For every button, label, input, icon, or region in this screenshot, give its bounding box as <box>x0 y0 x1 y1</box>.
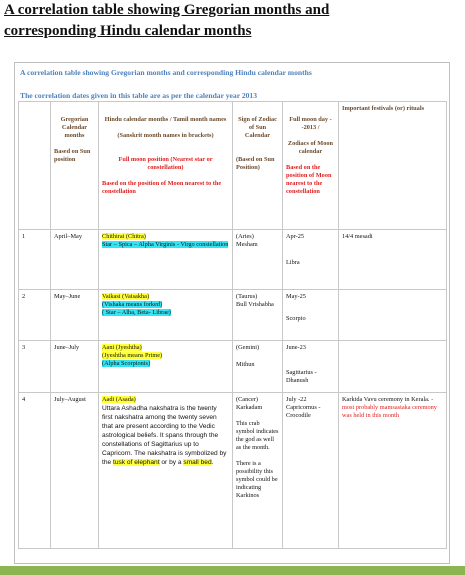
header-zodiac-title: Sign of Zodiac of Sun Calendar <box>238 116 277 139</box>
zodiac-note: This crab symbol indicates the god as well as the month. <box>236 420 279 451</box>
full-moon <box>283 393 339 549</box>
zodiac-tamil-name: Mesham <box>236 241 258 248</box>
header-fullmoon-sub: Zodiacs of Moon calendar <box>287 140 334 155</box>
zodiac-tamil-name: Bull Vrishabha <box>236 301 274 308</box>
full-moon-date: Apr-25 <box>286 233 305 240</box>
correlation-table <box>18 101 447 549</box>
header-fullmoon-red: Based on the position of Moon nearest to the constellation <box>286 164 332 195</box>
zodiac-sign-name: (Taurus) <box>236 293 258 300</box>
gregorian-month: April–May <box>51 230 99 290</box>
hindu-month-star: Star – Spica – Alpha Virginis - Virgo constellation <box>102 241 229 248</box>
full-moon-sign: Scorpio <box>286 315 306 322</box>
header-hindu-title: Hindu calendar months / Tamil month names <box>104 116 227 123</box>
header-gregorian-sub: Based on Sun position <box>54 148 91 163</box>
table-row <box>19 393 447 549</box>
full-moon-date: July -22 <box>286 396 307 403</box>
zodiac-sign <box>233 341 283 393</box>
hindu-month <box>99 341 233 393</box>
hindu-month-name: Aadi (Asada) <box>102 396 136 403</box>
zodiac-sign-name: (Aries) <box>236 233 254 240</box>
footer-bar <box>0 566 465 575</box>
festival: 14/4 mesadi <box>339 230 447 290</box>
zodiac-sign-name: (Cancer) <box>236 396 259 403</box>
festival-text: Karkida Vavu ceremony in Kerala. <box>342 396 432 403</box>
header-fullmoon <box>283 102 339 230</box>
hindu-month-star: (Alpha Scorpionis) <box>102 360 151 367</box>
header-row <box>19 102 447 230</box>
row-number: 2 <box>19 290 51 341</box>
hindu-month-meaning: (Vishaka means forked) <box>102 301 163 308</box>
hindu-month <box>99 230 233 290</box>
full-moon <box>283 341 339 393</box>
header-zodiac <box>233 102 283 230</box>
full-moon-sign: Sagittarius - Dhanush <box>286 369 317 384</box>
header-zodiac-sub: (Based on Sun Position) <box>236 156 275 171</box>
hindu-month <box>99 393 233 549</box>
full-moon-date: May-25 <box>286 293 306 300</box>
hindu-month-description: Uttara Ashadha nakshatra is the twenty first nakshatra among the twenty seven that are present according to the Vedic astrological beliefs. It spans through the constellations of Sagittarius up to Capricorn. The nakshatra is symbolized by the tusk of elephant or by a small bed. <box>102 405 227 466</box>
header-hindu-red1: Full moon position (Nearest star or constellation) <box>118 156 213 171</box>
full-moon <box>283 290 339 341</box>
full-moon-sign: Capricornus - Crocodile <box>286 404 321 419</box>
table-row <box>19 230 447 290</box>
hindu-month-meaning: (Jyeshtha means Prime) <box>102 352 163 359</box>
full-moon-sign: Libra <box>286 259 300 266</box>
hindu-month-star: ( Star – Alha, Beta- Librae) <box>102 309 171 316</box>
zodiac-sign <box>233 393 283 549</box>
document-title: A correlation table showing Gregorian months and corresponding Hindu calendar months <box>4 2 330 39</box>
hindu-month-name: Aani (Jyeshtha) <box>102 344 142 351</box>
header-num <box>19 102 51 230</box>
header-hindu-red2: Based on the position of Moon nearest to the constellation <box>102 180 222 195</box>
hindu-month-name: Chithirai (Chitra) <box>102 233 146 240</box>
zodiac-sign <box>233 230 283 290</box>
header-gregorian-title: Gregorian Calendar months <box>60 116 89 139</box>
hindu-month-name: Vaikasi (Vaisakha) <box>102 293 150 300</box>
gregorian-month: June–July <box>51 341 99 393</box>
gregorian-month: May–June <box>51 290 99 341</box>
full-moon <box>283 230 339 290</box>
zodiac-tamil-name: Mithun <box>236 361 255 368</box>
festival <box>339 341 447 393</box>
festival <box>339 393 447 549</box>
table-row <box>19 341 447 393</box>
header-fullmoon-title: Full moon day --2013 / <box>289 116 332 131</box>
festival <box>339 290 447 341</box>
highlight-small-bed: small bed <box>183 459 212 466</box>
zodiac-note: There is a possibility this symbol could be indicating Karkinos <box>236 460 278 499</box>
hindu-month <box>99 290 233 341</box>
festival-note: - most probably mamsastaka ceremony was held in this month <box>342 396 437 419</box>
header-hindu <box>99 102 233 230</box>
table-note: The correlation dates given in this table are as per the calendar year 2013 <box>20 91 258 100</box>
zodiac-sign <box>233 290 283 341</box>
header-hindu-sub: (Sanskrit month names in brackets) <box>117 132 214 139</box>
row-number: 4 <box>19 393 51 549</box>
table-row <box>19 290 447 341</box>
row-number: 3 <box>19 341 51 393</box>
zodiac-sign-name: (Gemini) <box>236 344 260 351</box>
row-number: 1 <box>19 230 51 290</box>
header-gregorian <box>51 102 99 230</box>
highlight-tusk: tusk of elephant <box>113 459 160 466</box>
zodiac-tamil-name: Karkadam <box>236 404 263 411</box>
full-moon-date: June-23 <box>286 344 306 351</box>
gregorian-month: July–August <box>51 393 99 549</box>
header-festival: Important festivals (or) rituals <box>339 102 447 230</box>
table-caption: A correlation table showing Gregorian months and corresponding Hindu calendar months <box>20 68 312 77</box>
